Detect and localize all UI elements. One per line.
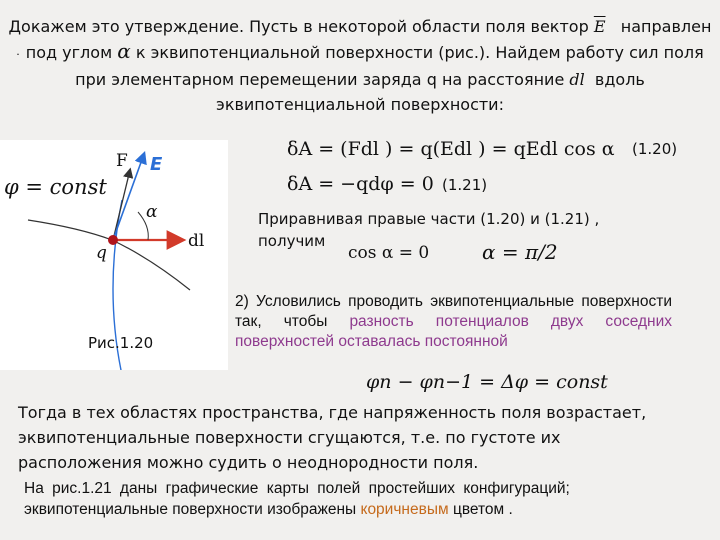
F-label: F xyxy=(116,151,128,171)
equation-1-20: δA = (Fdl ) = q(Edl ) = qEdl cos α xyxy=(287,138,615,160)
brown-color-word: коричневым xyxy=(360,501,449,518)
alpha-symbol: α xyxy=(117,39,131,63)
equation-1-21: δA = −qdφ = 0 xyxy=(287,173,434,195)
equation-1-20-number: (1.20) xyxy=(632,140,678,158)
phi-const-label: φ = const xyxy=(4,175,107,199)
force-vector xyxy=(113,170,130,240)
q-label: q xyxy=(96,243,107,263)
highlighted-condition: разность потенциалов двух соседних поверхностей оставалась постоянной xyxy=(235,313,672,350)
dl-symbol: dl xyxy=(569,70,585,89)
equation-cos-alpha: cos α = 0 xyxy=(348,243,430,263)
maps-paragraph: На рис.1.21 даны графические карты полей простейших конфигураций; эквипотенциальные поверхности изображены коричневым цветом . xyxy=(24,480,570,518)
intro-line-4: эквипотенциальной поверхности: xyxy=(216,95,504,114)
E-label: E xyxy=(150,154,163,175)
condition-paragraph: 2) Условились проводить эквипотенциальные поверхности так, чтобы разность потенциалов двух соседних поверхностей оставалась постоянной xyxy=(235,293,672,350)
equation-1-21-number: (1.21) xyxy=(442,176,488,194)
vector-E-symbol: $\overline{E}$ xyxy=(593,17,606,36)
intro-line-3: при элементарном перемещении заряда q на расстояние dl вдоль xyxy=(75,70,645,89)
equation-potential-difference: φn − φn−1 = Δφ = const xyxy=(366,371,608,393)
equipotential-curve xyxy=(28,220,190,290)
density-paragraph: Тогда в тех областях пространства, где напряженность поля возрастает, эквипотенциальные поверхности сгущаются, т.е. по густоте их расположения можно судить о неоднородности поля. xyxy=(18,403,647,472)
dl-label: dl xyxy=(188,231,205,251)
equation-alpha-value: α = π/2 xyxy=(482,240,558,264)
intro-line-2: · под углом α к эквипотенциальной поверхности (рис.). Найдем работу сил поля xyxy=(16,39,704,63)
charge-dot xyxy=(108,235,118,245)
intro-line-1: Докажем это утверждение. Пусть в некоторой области поля вектор $\overline{E}$ направлен xyxy=(8,17,712,36)
intro-paragraph xyxy=(4,14,716,117)
alpha-label: α xyxy=(146,202,158,222)
equate-paragraph: Приравнивая правые части (1.20) и (1.21) , получим xyxy=(258,210,600,250)
figure-caption: Рис.1.20 xyxy=(88,334,154,352)
